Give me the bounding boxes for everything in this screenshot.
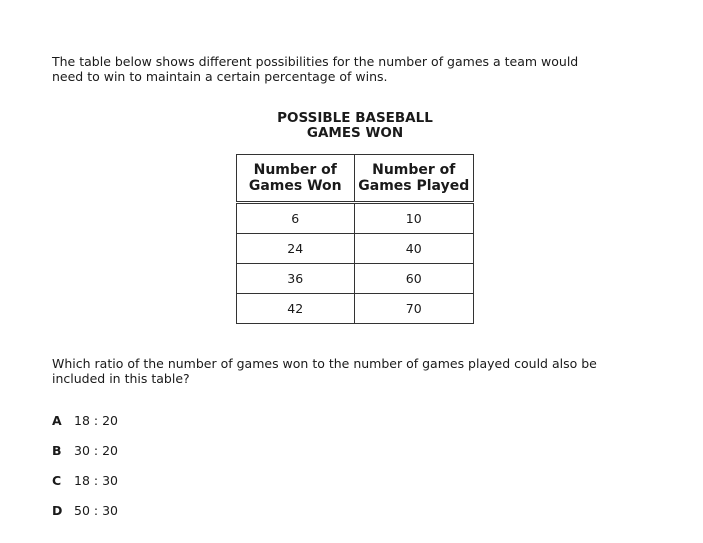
table-title-line-1: POSSIBLE BASEBALL bbox=[277, 110, 433, 126]
header-games-played-line-1: Number of bbox=[372, 162, 456, 178]
question-line-2: included in this table? bbox=[52, 371, 190, 386]
header-games-played bbox=[354, 155, 474, 203]
intro-line-1: The table below shows different possibilities for the number of games a team would bbox=[52, 54, 579, 69]
cell-games-won: 6 bbox=[237, 203, 355, 234]
cell-games-won: 24 bbox=[237, 234, 355, 264]
option-a[interactable] bbox=[52, 413, 118, 443]
option-d[interactable] bbox=[52, 503, 118, 533]
option-text: 18 : 30 bbox=[74, 473, 118, 488]
option-letter: B bbox=[52, 443, 62, 458]
option-letter: C bbox=[52, 473, 62, 488]
option-letter: D bbox=[52, 503, 63, 518]
cell-games-played: 70 bbox=[354, 294, 474, 324]
intro-text bbox=[52, 54, 652, 84]
option-text: 30 : 20 bbox=[74, 443, 118, 458]
header-games-played-line-2: Games Played bbox=[358, 178, 470, 194]
option-b[interactable] bbox=[52, 443, 118, 473]
games-table bbox=[236, 154, 474, 324]
option-text: 18 : 20 bbox=[74, 413, 118, 428]
table-title bbox=[236, 111, 474, 141]
question-line-1: Which ratio of the number of games won to the number of games played could also be bbox=[52, 356, 597, 371]
option-c[interactable] bbox=[52, 473, 118, 503]
header-games-won-line-2: Games Won bbox=[248, 178, 342, 194]
option-text: 50 : 30 bbox=[74, 503, 118, 518]
intro-line-2: need to win to maintain a certain percentage of wins. bbox=[52, 69, 388, 84]
cell-games-played: 10 bbox=[354, 203, 474, 234]
table-row bbox=[237, 294, 474, 324]
cell-games-played: 60 bbox=[354, 264, 474, 294]
answer-options bbox=[52, 413, 118, 533]
table-row bbox=[237, 264, 474, 294]
table-title-line-2: GAMES WON bbox=[306, 125, 404, 141]
cell-games-played: 40 bbox=[354, 234, 474, 264]
header-games-won bbox=[237, 155, 355, 203]
table-row bbox=[237, 203, 474, 234]
cell-games-won: 36 bbox=[237, 264, 355, 294]
table-row bbox=[237, 234, 474, 264]
cell-games-won: 42 bbox=[237, 294, 355, 324]
table-header-row bbox=[237, 155, 474, 203]
option-letter: A bbox=[52, 413, 62, 428]
question-text bbox=[52, 356, 672, 386]
header-games-won-line-1: Number of bbox=[253, 162, 337, 178]
